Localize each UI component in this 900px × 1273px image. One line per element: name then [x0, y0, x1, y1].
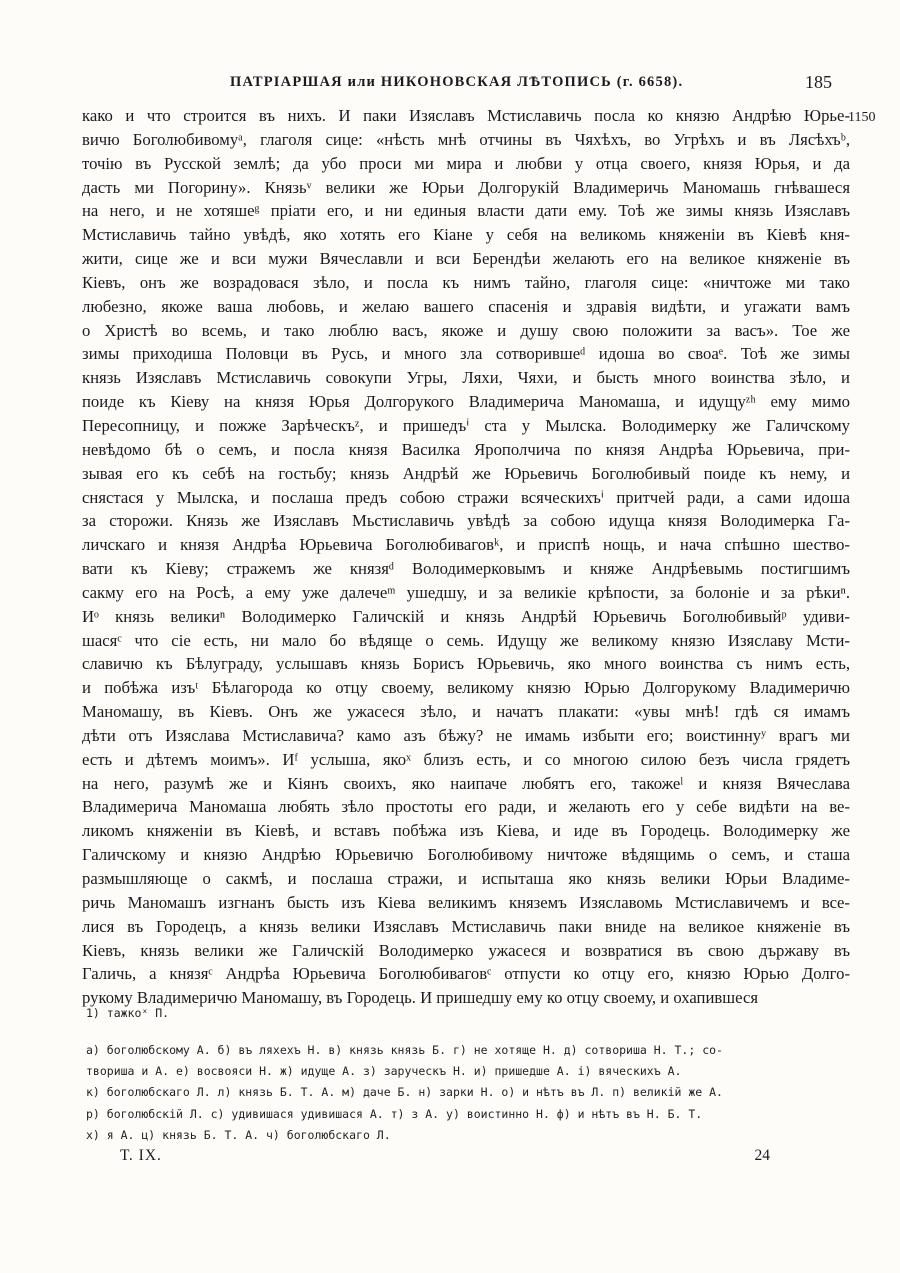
text-line: славичю къ Бѣлуграду, услышавъ князь Борисъ Юрьевичь, яко много воинства съ нимъ есть, [82, 654, 850, 674]
text-line: о Христѣ во всемь, и тако люблю васъ, якоже и душу свою положити за васъ». Тое же [82, 320, 850, 340]
text-line: вичю Боголюбивомуᵃ, глаголя сице: «нѣсть мнѣ отчины въ Чяхѣхъ, во Угрѣхъ и въ Лясѣхъᵇ, [82, 129, 850, 149]
text-line: Галичь, а князяᶜ Андрѣа Юрьевича Боголюбиваговᶜ отпусти ко отцу его, князю Юрью Долго- [82, 964, 850, 984]
footnote: 1) тажкоˣ П. [86, 1006, 170, 1020]
variant-line: к) боголюбскаго Л. л) князь Б. Т. А. м) даче Б. н) зарки Н. о) и нѣтъ въ Л. п) великій же А. [86, 1085, 723, 1100]
text-line: како и что строится въ нихъ. И паки Изяславъ Мстиславичь посла ко князю Андрѣю Юрье- [82, 106, 850, 125]
text-line: рукому Владимеричю Маномашу, въ Городець. И пришедшу ему ко отцу своему, и охапившеся [82, 988, 759, 1008]
text-line: дасть ми Погорину». Князьᵛ велики же Юрьи Долгорукій Владимеричь Маномашь гнѣвашеся [82, 177, 850, 197]
text-line: поиде къ Кіеву на князя Юрья Долгорукого Владимерича Маномаша, и идущуᶻʰ ему мимо [82, 392, 850, 412]
text-line: любезно, якоже ваша любовь, и желаю вашего спасенія и здравія видѣти, и угажати вамъ [82, 296, 850, 316]
running-title: ПАТРІАРШАЯ или НИКОНОВСКАЯ ЛѢТОПИСЬ (г. 6658). [230, 74, 684, 90]
margin-year: 1150 [848, 110, 876, 125]
text-line: сакму его на Росѣ, а ему уже далечеᵐ ушедшу, и за великіе крѣпости, за болоніе и за рѣкиⁿ. [82, 582, 850, 602]
text-line: есть и дѣтемъ моимъ». Иᶠ услыша, якоˣ близъ есть, и со многою силою безъ числа грядетъ [82, 749, 850, 769]
sheet-number: 24 [754, 1147, 770, 1164]
text-line: зимы приходиша Половци въ Русь, и много зла сотворившеᵈ идоша во своаᵉ. Тоѣ же зимы [82, 344, 850, 364]
text-line: Иᵒ князь великиⁿ Володимерко Галичскій и князь Андрѣй Юрьевичь Боголюбивыйᵖ удиви- [82, 606, 850, 626]
text-line: ричь Маномашъ изгнанъ бысть изъ Кіева великимъ княземъ Изяславомь Мстиславичемъ и всe- [82, 892, 850, 912]
footnotes [86, 1006, 856, 1146]
text-line: ликомъ княженіи въ Кіевѣ, и вставъ побѣжа изъ Кіева, и иде въ Городець. Володимерку же [82, 821, 850, 841]
text-line: за сторожи. Князь же Изяславъ Мьстиславичь увѣдѣ за собою идуща князя Володимерка Га- [82, 511, 850, 531]
text-line: точію въ Русской землѣ; да убо проси ми мира и любви у отца своего, князя Юрья, и да [82, 153, 850, 173]
text-line: Кіевъ, князь велики же Галичскій Володимерко ужасеся и возвратися въ свою държаву въ [82, 940, 850, 960]
text-line: дѣти отъ Изяслава Мстиславича? камо азъ бѣжу? не имамь избыти его; воистиннуʸ врагъ ми [82, 725, 850, 745]
text-line: зывая его къ себѣ на гостьбу; князь Андрѣй же Юрьевичь Боголюбивый поиде къ нему, и [82, 463, 850, 483]
text-line: Мстиславичь тайно увѣдѣ, яко хотять его Кіане у себя на великомь княженіи въ Кіевѣ кня- [82, 225, 850, 245]
text-line: Пересопницу, и пожже Зарѣческъᶻ, и пришедъⁱ ста у Мылска. Володимерку же Галичскому [82, 415, 850, 435]
variant-line: х) я А. ц) князь Б. Т. А. ч) боголюбскаго Л. [86, 1127, 391, 1142]
text-line: невѣдомо бѣ о семъ, и посла князя Василка Ярополчича по князя Андрѣа Юрьевича, при- [82, 439, 850, 459]
volume-label: Т. IX. [120, 1147, 162, 1164]
text-line: вати къ Кіеву; стражемъ же князяᵈ Володимерковымъ и княже Андрѣевымь постигшимъ [82, 559, 850, 579]
text-line: на него, разумѣ же и Кіянъ своихъ, яко наипаче любятъ его, такожеˡ и князя Вячеслава [82, 773, 850, 793]
variant-readings [86, 1040, 856, 1146]
text-line: размышляюще о сакмѣ, и послаша стражи, и испыташа яко князь велики Юрьи Владиме- [82, 869, 850, 888]
page-signature [120, 1147, 770, 1167]
text-line: Маномашу, въ Кіевъ. Онъ же ужасеся зѣло, и начатъ плакати: «увы мнѣ! гдѣ ся имамъ [82, 702, 850, 722]
chronicle-text [82, 104, 850, 1010]
variant-line: твориша и А. е) восвояси Н. ж) идуще А. з) заруческъ Н. и) пришедше А. і) вяческихъ А. [86, 1064, 682, 1079]
text-line: снястася у Мылска, и послаша предъ собою стражи всяческихъⁱ притчей ради, а сами идоша [82, 487, 850, 507]
text-line: Галичскому и князю Андрѣю Юрьевичю Боголюбивому ничтоже вѣдящимь о семъ, и сташа [82, 845, 850, 865]
variant-line: р) боголюбскій Л. с) удивишася удивишася А. т) з А. у) воистинно Н. ф) и нѣтъ въ Н. Б. Т. [86, 1106, 703, 1121]
page-number: 185 [805, 72, 832, 92]
text-line: Кіевъ, онъ же возрадовася зѣло, и посла къ нимъ тайно, глаголя сице: «ничтоже ми тако [82, 272, 850, 292]
text-line: Владимерича Маномаша любять зѣло простоты его ради, и желають его у себе видѣти на ве- [82, 797, 850, 817]
text-line: князь Изяславъ Мстиславичь совокупи Угры, Ляхи, Чяхи, и бысть много воинства зѣло, и [82, 368, 850, 388]
text-line: жити, сице же и вси мужи Вячеславли и вси Берендѣи желають его на великое княженіе въ [82, 249, 850, 269]
text-line: и побѣжа изъᵗ Бѣлагорода ко отцу своему, великому князю Юрью Долгорукому Владимеричю [82, 678, 850, 698]
page-header [60, 74, 840, 98]
text-line: личскаго и князя Андрѣа Юрьевича Боголюбиваговᵏ, и приспѣ нощь, и нача спѣшно шество- [82, 535, 850, 555]
text-line: на него, и не хотяшеᵍ пріати его, и ни единыя власти дати ему. Тоѣ же зимы князь Изяславъ [82, 201, 850, 221]
text-line: шасяᶜ что сіе есть, ни мало бо вѣдяще о семь. Идущу же великому князю Изяславу Мсти- [82, 630, 850, 650]
text-line: лися въ Городецъ, а князь велики Изяславъ Мстиславичь паки вниде на великое княженіе въ [82, 916, 850, 936]
variant-line: а) боголюбскому А. б) въ ляхехъ Н. в) князь князь Б. г) не хотяще Н. д) сотвориша Н. Т.; со- [86, 1043, 723, 1057]
